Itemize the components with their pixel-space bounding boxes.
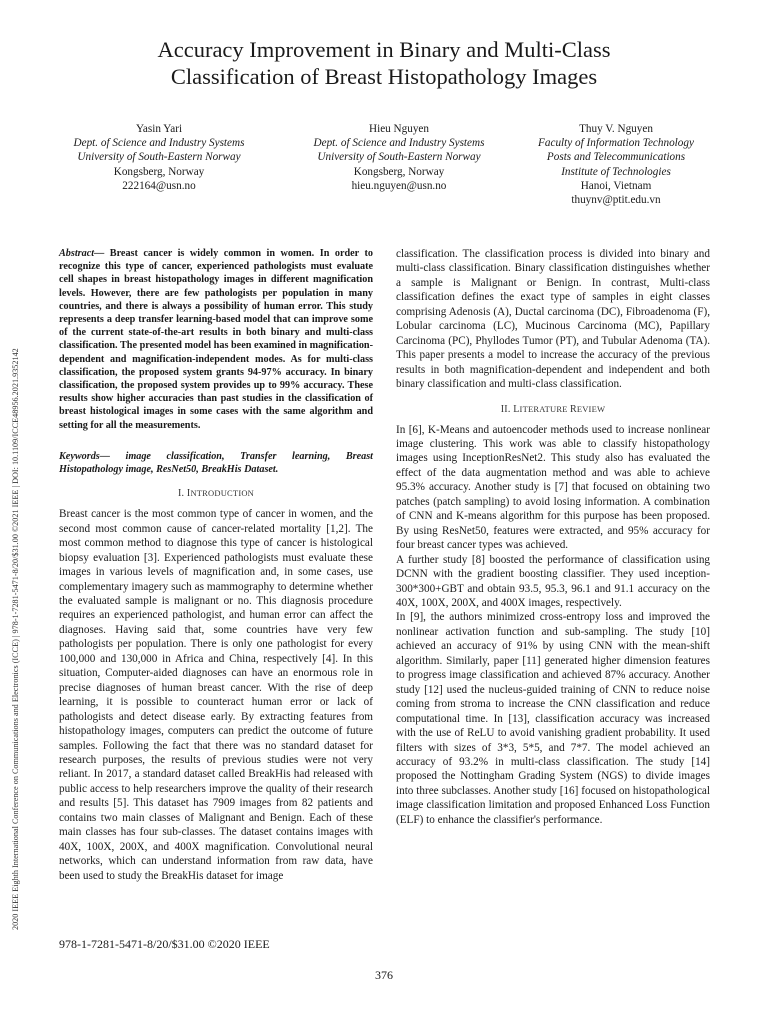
author-affiliation: University of South-Eastern Norway — [77, 151, 241, 164]
author-3 — [510, 122, 722, 207]
paper-title — [60, 36, 708, 90]
author-name: Hieu Nguyen — [369, 123, 429, 135]
section-heading-introduction — [59, 486, 373, 501]
abstract-lead: Abstract— — [59, 248, 105, 259]
section-title-initial: L — [513, 403, 520, 415]
paper-title-line2: Classification of Breast Histopathology Images — [170, 64, 598, 89]
copyright-footer: 978-1-7281-5471-8/20/$31.00 ©2020 IEEE — [59, 937, 270, 951]
author-name: Thuy V. Nguyen — [579, 123, 653, 135]
section-numeral: II. — [500, 403, 511, 415]
author-affiliation: Posts and Telecommunications — [546, 151, 686, 164]
section-title-rest-2: EVIEW — [576, 403, 606, 414]
author-email[interactable]: 222164@usn.no — [122, 179, 196, 192]
section-title-initial: I — [186, 488, 191, 500]
introduction-continued-paragraph: classification. The classification process is divided into binary and multi-class classification. Binary classification distinguishes whether a sample is Malignant or Benign. In contrast, Multi-class classification defines the exact type of samples in eight classes comprising Adenosis (A), Ductal carcinoma (DC), Fibroadenoma (F), Lobular carcinoma (LC), Mucinous Carcinoma (MC), Papillary Carcinoma (PC), Phyllodes Tumor (PT), and Tubular Adenoma (TA). This paper presents a model to increase the accuracy of the previous results in both magnification-dependent and independent and both binary classification and multi-class classification. — [396, 248, 710, 391]
introduction-paragraph: Breast cancer is the most common type of cancer in women, and the second most common cause of cancer-related mortality [1,2]. The most common method to diagnose this type of cancer is histological biopsy evaluation [3]. Experienced pathologists must evaluate these images in various levels of magnification and, in some cases, use complementary imagery such as mammography to determine whether the evaluated sample is malignant or no. This diagnosis procedure requires an experienced pathologist, and human error can affect the diagnoses. Having said that, some countries have very few pathologists per population. There is only one pathologist for every 100,000 and 130,000 in Africa and China, respectively [4]. In this situation, Computer-aided diagnoses can have an enormous role in precise diagnoses of human breast cancer. With the rise of deep learning, it is possible to counteract human error or lack of pathologists and detect disease early. By extracting features from histopathology images, computers can predict the outcome of future samples. Following the fact that there was no standard dataset for research purposes, the results of previous studies were not very reliant. In 2017, a standard dataset called BreakHis had released with public access to help researchers improve the quality of their research and results [5]. This dataset has 7909 images from 82 patients and contains two main classes of Malignant and Benign. Each of these main classes has four sub-classes. The dataset contains images with 40X, 100X, 200X, and 400X magnification. Convolutional neural networks, which can understand information from raw data, have been used to study the BreakHis dataset for image — [59, 508, 373, 882]
left-column — [59, 247, 373, 883]
section-title-initial-2: R — [569, 403, 577, 415]
literature-paragraph: A further study [8] boosted the performance of classification using DCNN with the gradient boosting classifier. They used inception-300*300+GBT and obtain 93.5, 95.3, 96.1 and 91.1 accuracy on the 40X, 100X, 200X, and 400X images, respectively. — [396, 553, 710, 609]
literature-paragraph: In [6], K-Means and autoencoder methods used to increase nonlinear image clustering. This work was able to classify histopathology images using InceptionResNet2. This study also has evaluated the effect of the data augmentation method and was able to achieve 95.3% accuracy. Another study is [7] that focused on obtaining two patches (patch sampling) to avoid losing information. A combination of CNN and K-means algorithm for this purpose has been proposed. By using ResNet50, features were extracted, and 95% accuracy for four breast cancer types was achieved. — [396, 423, 710, 552]
author-1 — [56, 122, 262, 193]
paper-title-line1: Accuracy Improvement in Binary and Multi-Class — [157, 37, 611, 62]
section-title-rest: NTRODUCTION — [190, 488, 255, 499]
author-dept: Dept. of Science and Industry Systems — [313, 137, 485, 150]
author-location: Kongsberg, Norway — [113, 165, 205, 178]
author-email[interactable]: thuynv@ptit.edu.vn — [571, 194, 661, 207]
right-column — [396, 247, 710, 827]
author-dept: Faculty of Information Technology — [538, 137, 694, 150]
author-2 — [294, 122, 504, 193]
literature-paragraph: In [9], the authors minimized cross-entropy loss and improved the nonlinear activation function and sub-sampling. The study [10] achieved an accuracy of 91% by using CNN with the mean-shift algorithm. Similarly, paper [11] generated higher dimension features to progress image classification and achieved 87% accuracy. Another study [12] used the nucleus-guided training of CNN to reduce noise coming from stroma to increase the CNN classification and reduce computational time. In [13], classification accuracy was increased with the use of ReLU to avoid vanishing gradient probability. It used filters with sizes of 3*3, 5*5, and 7*7. The model achieved an accuracy of 93.2% in multi-class classification. The study [14] proposed the Nottingham Grading System (NGS) to divide images into three subclasses. Another study [16] focused on histopathological image classification limitation and proposed Enhanced Loss Function (ELF) to enhance the classifier's performance. — [396, 611, 710, 826]
author-location: Kongsberg, Norway — [353, 165, 445, 178]
section-heading-literature-review — [396, 402, 710, 417]
section-numeral: I. — [177, 488, 185, 500]
conference-sidebar: 2020 IEEE Eighth International Conference on Communications and Electronics (ICCE) | 978-1-7281-5471-8/20/$31.00 ©2021 IEEE | DOI: 10.1109/ICCE48956.2021.9352142 — [11, 348, 20, 930]
abstract — [59, 247, 373, 432]
abstract-text: Breast cancer is widely common in women. In order to recognize this type of cancer, experienced pathologists must evaluate cell shapes in breast histopathology images in different magnification levels. However, there are few pathologists per population in many countries, and there is always a possibility of human error. This study represents a deep transfer learning-based model that can improve some of the current state-of-the-art results in both binary and multi-class classification. The presented model has been examined in magnification-dependent and magnification-independent modes. As for multi-class classification, the proposed system grants 94-97% accuracy. In binary classification, the proposed system provides up to 99% accuracy. These results show higher accuracies than past studies in the classification of breast histological images in some cases with the same algorithm and setting for all the measurements. — [59, 248, 373, 431]
keywords: Keywords— image classification, Transfer learning, Breast Histopathology image, ResNet50, BreakHis Dataset. — [59, 450, 373, 476]
author-location: Hanoi, Vietnam — [580, 179, 652, 192]
author-block — [0, 122, 768, 212]
page-number: 376 — [375, 968, 393, 982]
author-affiliation: University of South-Eastern Norway — [317, 151, 481, 164]
author-name: Yasin Yari — [135, 123, 183, 135]
author-email[interactable]: hieu.nguyen@usn.no — [351, 179, 447, 192]
author-dept: Dept. of Science and Industry Systems — [73, 137, 245, 150]
section-title-rest: ITERATURE — [519, 403, 570, 414]
author-affiliation-2: Institute of Technologies — [561, 165, 671, 178]
